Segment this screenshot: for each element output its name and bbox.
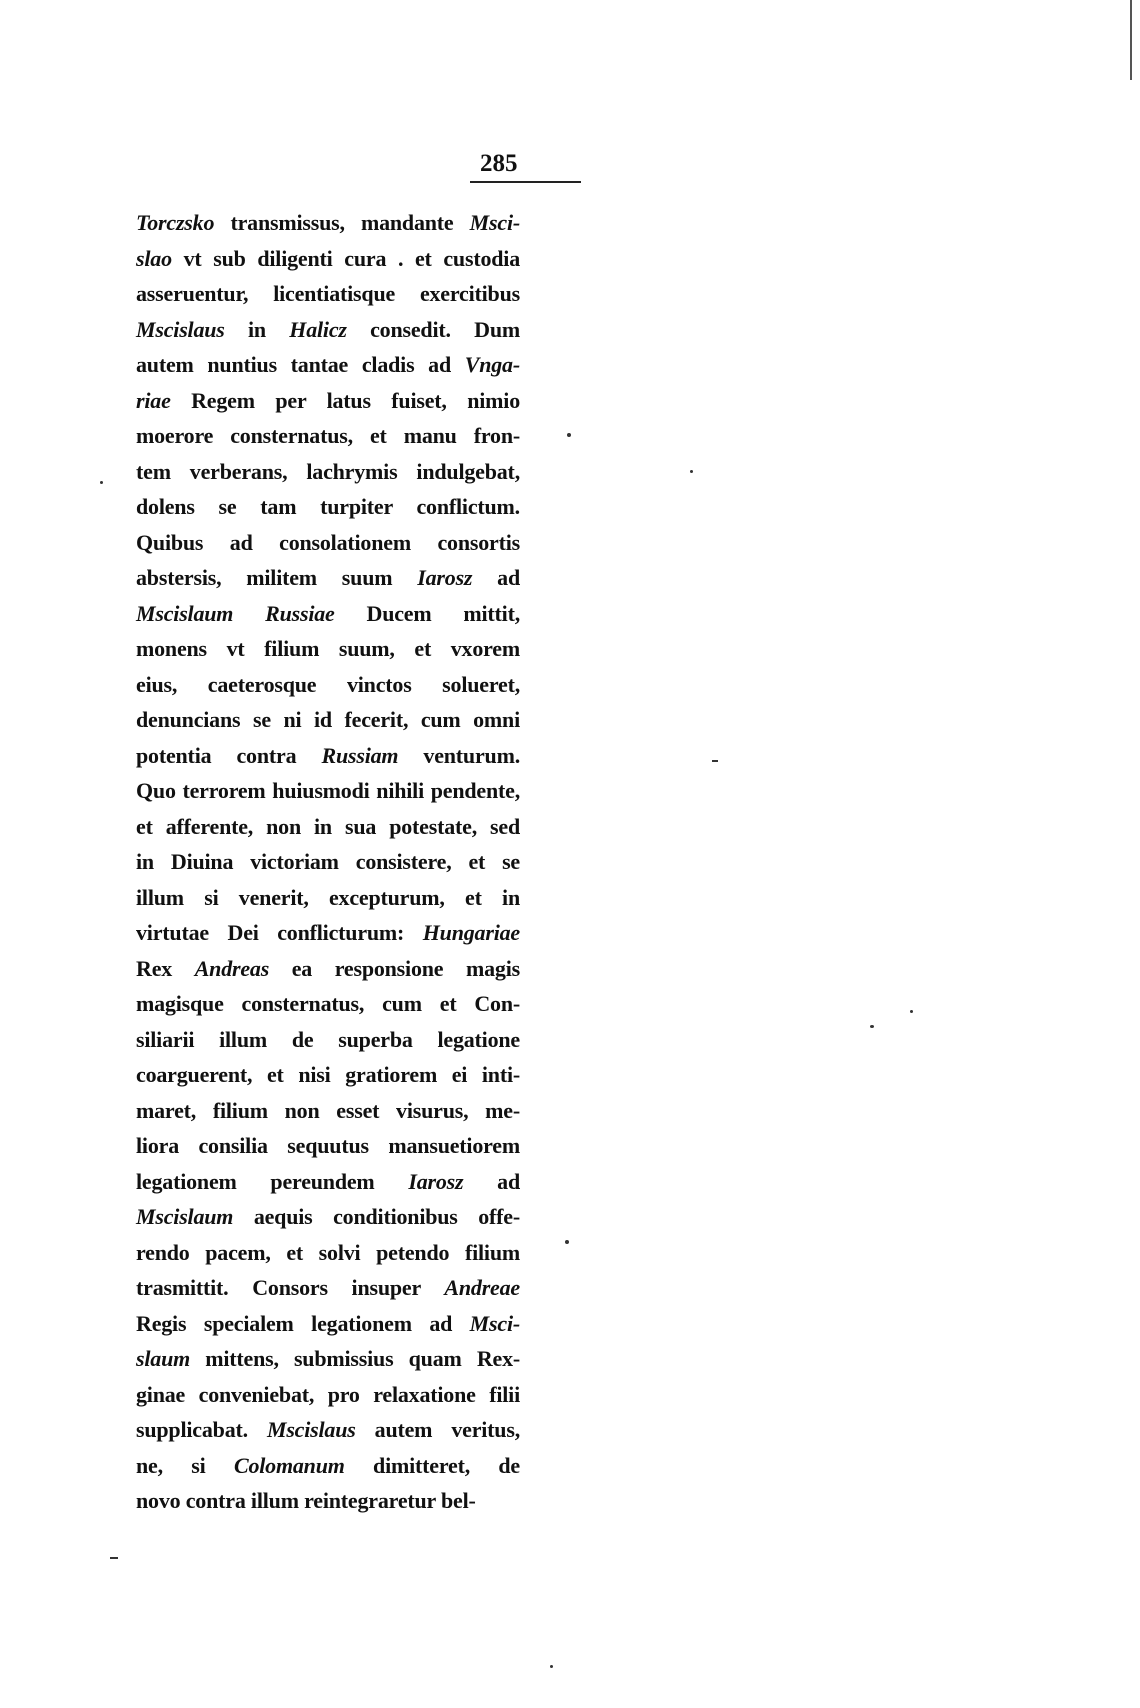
italic-name: Mscislaum Russiae	[136, 600, 335, 626]
text-segment: autem nuntius tantae cladis ad	[136, 352, 465, 377]
text-line	[136, 1341, 520, 1377]
page-edge-mark	[1130, 0, 1132, 80]
italic-name: Andreas	[194, 955, 270, 981]
text-line	[136, 1199, 520, 1235]
text-segment: eius, caeterosque vinctos solueret,	[136, 671, 520, 697]
italic-name: Hungariae	[422, 920, 520, 945]
text-segment: venturum.	[398, 742, 520, 768]
text-line	[136, 1483, 520, 1519]
text-segment: vt sub diligenti cura . et custodia	[171, 245, 520, 271]
italic-name: Halicz	[289, 316, 347, 342]
text-line	[136, 844, 520, 880]
italic-name: riae	[136, 387, 171, 413]
text-segment: potentia contra	[136, 742, 322, 768]
text-line	[136, 489, 520, 525]
text-segment: asseruentur, licentiatisque exercitibus	[136, 281, 520, 306]
text-line	[136, 809, 520, 845]
text-segment: in Diuina victoriam consistere, et se	[136, 849, 520, 874]
text-line	[136, 1164, 520, 1200]
italic-name: Iarosz	[417, 565, 473, 590]
text-segment: ne, si	[136, 1452, 234, 1478]
text-segment: tem verberans, lachrymis indulgebat,	[136, 458, 520, 484]
italic-name: slaum	[136, 1346, 191, 1371]
text-segment: transmissus, mandante	[214, 210, 470, 235]
text-segment: coarguerent, et nisi gratiorem ei inti-	[136, 1062, 520, 1087]
text-line	[136, 631, 520, 667]
italic-name: Andreae	[444, 1275, 520, 1300]
text-line	[136, 1448, 520, 1484]
text-segment: legationem pereundem	[136, 1168, 409, 1194]
scan-speck	[567, 433, 571, 437]
text-line	[136, 383, 520, 419]
text-segment: ginae conveniebat, pro relaxatione filii	[136, 1381, 520, 1407]
text-line	[136, 1128, 520, 1164]
text-segment: ad	[472, 565, 521, 590]
body-text	[136, 205, 520, 1519]
header-rule	[470, 181, 581, 183]
text-segment: rendo pacem, et solvi petendo filium	[136, 1239, 520, 1265]
text-line	[136, 1377, 520, 1413]
italic-name: Mscislaus	[266, 1417, 356, 1442]
text-segment: Quo terrorem huiusmodi nihili pendente,	[136, 778, 520, 803]
text-segment: siliarii illum de superba legatione	[136, 1026, 520, 1052]
text-line	[136, 454, 520, 490]
text-segment: dolens se tam turpiter conflictum.	[136, 494, 520, 519]
text-segment: aequis conditionibus offe-	[233, 1204, 520, 1229]
text-segment: Regis specialem legationem ad	[136, 1310, 470, 1336]
text-line	[136, 560, 520, 596]
text-line	[136, 1270, 520, 1306]
text-line	[136, 1412, 520, 1448]
text-line	[136, 880, 520, 916]
text-segment: liora consilia sequutus mansuetiorem	[136, 1133, 520, 1158]
text-segment: illum si venerit, excepturum, et in	[136, 884, 520, 910]
italic-name: Mscislaus	[136, 316, 225, 342]
text-line	[136, 596, 520, 632]
italic-name: Msci-	[469, 1310, 520, 1336]
text-line	[136, 667, 520, 703]
scan-speck	[110, 1557, 118, 1559]
italic-name: Mscislaum	[136, 1204, 234, 1229]
text-line	[136, 986, 520, 1022]
page-number: 285	[480, 150, 518, 177]
italic-name: Russiam	[321, 742, 399, 768]
text-line	[136, 241, 520, 277]
text-line	[136, 702, 520, 738]
text-segment: ad	[463, 1168, 521, 1194]
text-segment: mittens, submissius quam Rex-	[190, 1346, 520, 1371]
text-line	[136, 1235, 520, 1271]
text-segment: novo contra illum reintegraretur bel-	[136, 1488, 476, 1513]
text-line	[136, 1057, 520, 1093]
italic-name: Colomanum	[233, 1452, 345, 1478]
text-line	[136, 418, 520, 454]
text-segment: Regem per latus fuiset, nimio	[170, 387, 520, 413]
text-segment: denuncians se ni id fecerit, cum omni	[136, 707, 520, 732]
text-line	[136, 276, 520, 312]
text-segment: ea responsione magis	[269, 955, 520, 981]
italic-name: Torczsko	[136, 210, 215, 235]
text-segment: supplicabat.	[136, 1417, 267, 1442]
text-line	[136, 525, 520, 561]
scan-speck	[550, 1665, 553, 1668]
scan-speck	[712, 760, 718, 762]
text-segment: maret, filium non esset visurus, me-	[136, 1097, 520, 1123]
text-segment: in	[224, 316, 290, 342]
scan-speck	[910, 1010, 913, 1013]
scan-speck	[690, 470, 693, 473]
text-segment: autem veritus,	[355, 1417, 521, 1442]
text-segment: monens vt filium suum, et vxorem	[136, 636, 520, 661]
text-segment: Ducem mittit,	[334, 600, 520, 626]
text-segment: consedit. Dum	[346, 316, 520, 342]
italic-name: Vnga-	[464, 352, 520, 377]
text-line	[136, 1093, 520, 1129]
text-line	[136, 773, 520, 809]
text-line	[136, 347, 520, 383]
text-segment: magisque consternatus, cum et Con-	[136, 991, 520, 1016]
text-segment: Rex	[136, 955, 195, 981]
text-line	[136, 1022, 520, 1058]
text-segment: moerore consternatus, et manu fron-	[136, 423, 520, 448]
italic-name: slao	[136, 245, 172, 271]
italic-name: Iarosz	[408, 1168, 464, 1194]
text-segment: et afferente, non in sua potestate, sed	[136, 813, 520, 839]
text-segment: Quibus ad consolationem consortis	[136, 529, 520, 555]
text-segment: dimitteret, de	[344, 1452, 520, 1478]
text-line	[136, 312, 520, 348]
text-line	[136, 951, 520, 987]
scan-speck	[565, 1240, 569, 1244]
text-segment: abstersis, militem suum	[136, 565, 418, 590]
text-line	[136, 205, 520, 241]
scan-speck	[100, 481, 103, 484]
italic-name: Msci-	[469, 210, 520, 235]
scan-speck	[870, 1025, 874, 1028]
text-segment: virtutae Dei conflicturum:	[136, 920, 423, 945]
text-segment: trasmittit. Consors insuper	[136, 1275, 445, 1300]
text-line	[136, 915, 520, 951]
text-line	[136, 738, 520, 774]
text-line	[136, 1306, 520, 1342]
